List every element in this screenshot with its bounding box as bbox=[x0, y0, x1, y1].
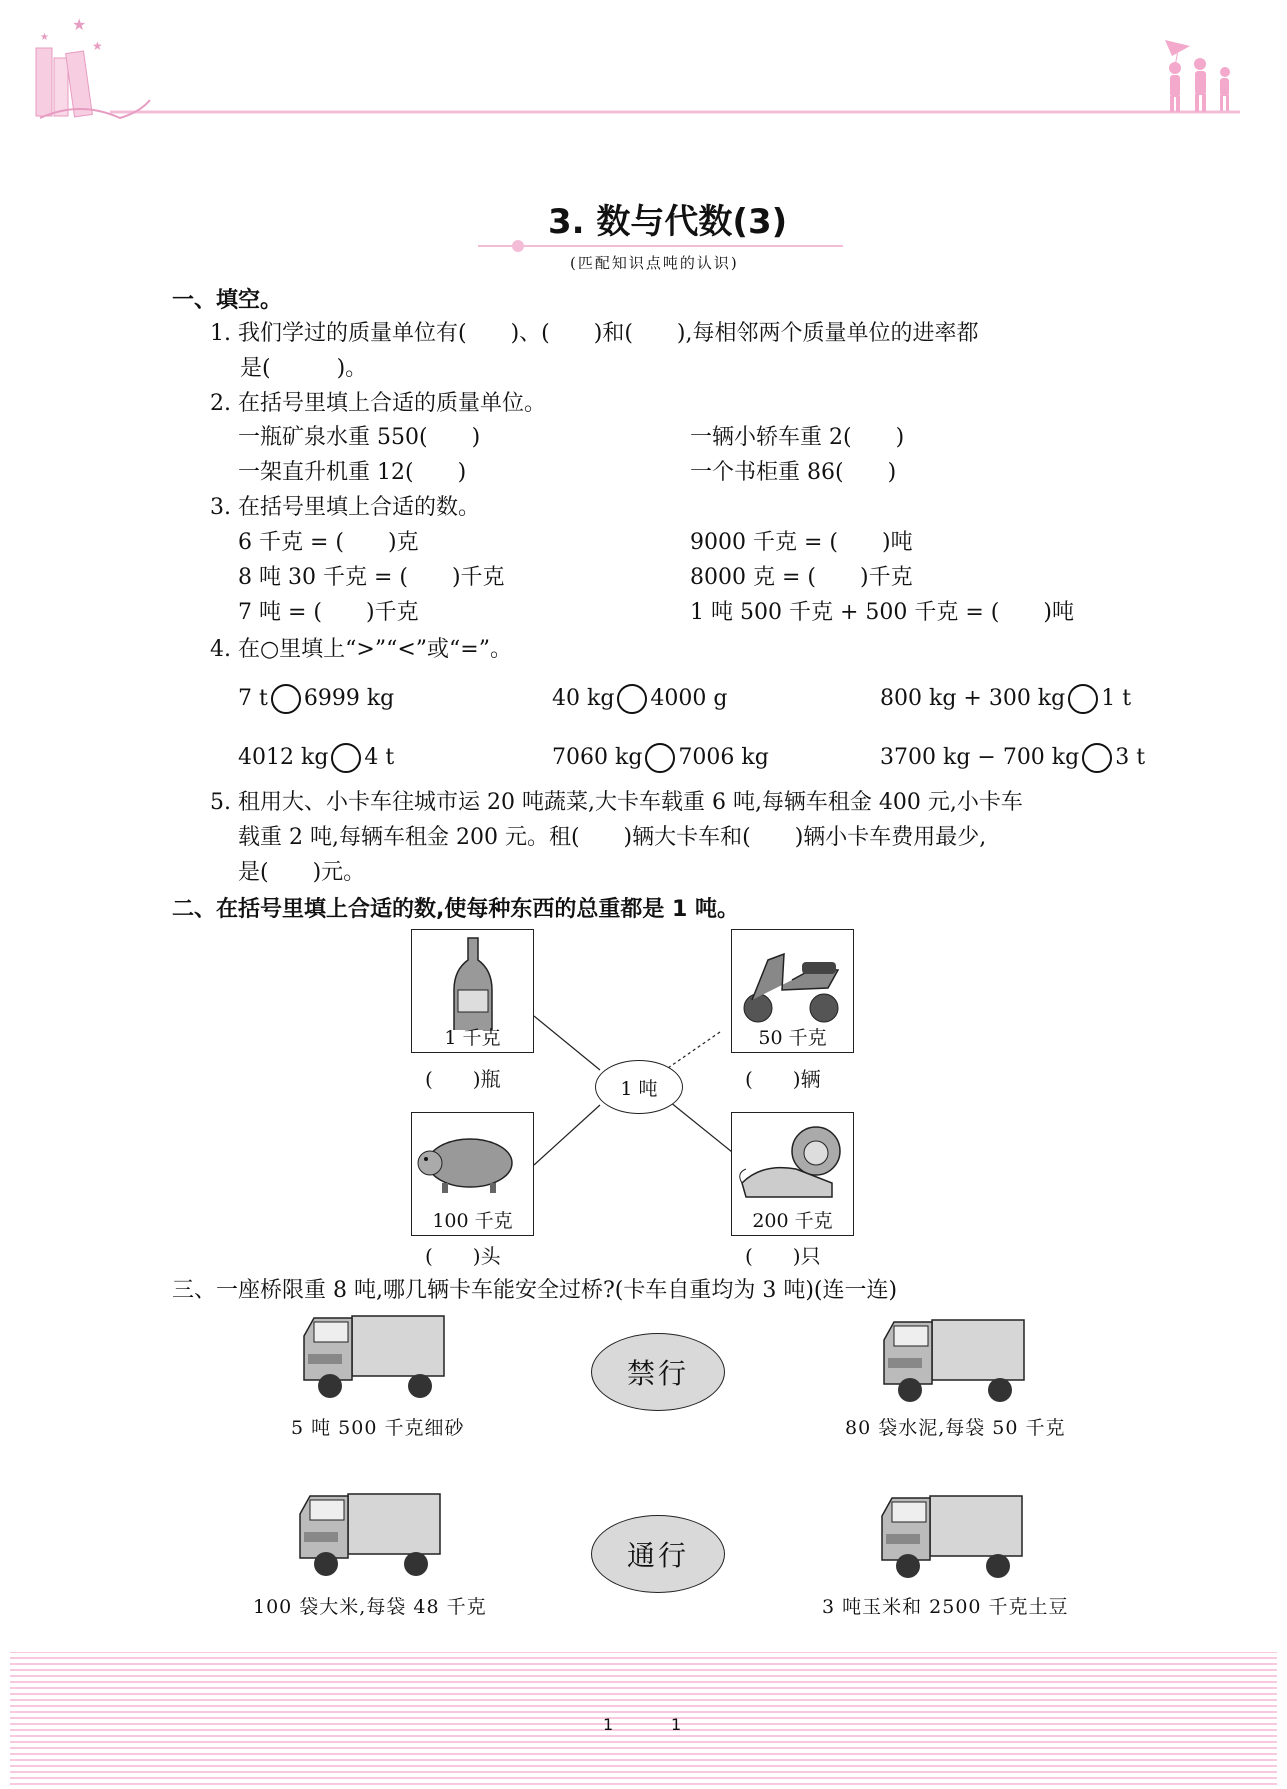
q3-item: 8 吨 30 千克 = ( )千克 bbox=[238, 565, 505, 590]
hog-weight: 100 千克 bbox=[432, 1210, 513, 1232]
q4-item: 7060 kg 7006 kg bbox=[552, 743, 769, 773]
q4-item: 4012 kg 4 t bbox=[238, 743, 394, 773]
part1-heading: 一、填空。 bbox=[172, 288, 283, 313]
scooter-card bbox=[731, 929, 854, 1053]
q2-title: 2. 在括号里填上合适的质量单位。 bbox=[210, 391, 546, 416]
q4-item: 40 kg 4000 g bbox=[552, 684, 727, 714]
q5-line3: 是( )元。 bbox=[238, 860, 366, 885]
q1-line2: 是( )。 bbox=[240, 356, 368, 381]
q4-title: 4. 在○里填上“>”“<”或“=”。 bbox=[210, 637, 512, 662]
q5-line1: 5. 租用大、小卡车往城市运 20 吨蔬菜,大卡车载重 6 吨,每辆车租金 400 元,小卡车 bbox=[210, 790, 1023, 815]
truck-icon[interactable] bbox=[878, 1492, 1028, 1582]
page-subtitle: (匹配知识点吨的认识) bbox=[570, 254, 739, 272]
lion-answer: ( )只 bbox=[745, 1244, 821, 1268]
hog-answer: ( )头 bbox=[425, 1244, 501, 1268]
q3-title: 3. 在括号里填上合适的数。 bbox=[210, 495, 480, 520]
bottle-card bbox=[411, 929, 534, 1053]
truck-caption: 100 袋大米,每袋 48 千克 bbox=[253, 1596, 487, 1618]
scooter-weight: 50 千克 bbox=[758, 1027, 827, 1049]
svg-text:★: ★ bbox=[72, 15, 87, 34]
hog-card bbox=[411, 1112, 534, 1236]
bottle-icon bbox=[412, 930, 533, 1030]
bottle-answer: ( )瓶 bbox=[425, 1067, 501, 1091]
forbid-oval[interactable]: 禁行 bbox=[591, 1333, 725, 1411]
page-title: 3. 数与代数(3) bbox=[548, 202, 788, 242]
bottle-weight: 1 千克 bbox=[444, 1027, 501, 1049]
q3-item: 1 吨 500 千克 + 500 千克 = ( )吨 bbox=[690, 600, 1074, 625]
q4-item: 7 t 6999 kg bbox=[238, 684, 394, 714]
q2-item: 一瓶矿泉水重 550( ) bbox=[238, 425, 481, 450]
q1-line1: 1. 我们学过的质量单位有( )、( )和( ),每相邻两个质量单位的进率都 bbox=[210, 321, 979, 346]
lion-card bbox=[731, 1112, 854, 1236]
lion-weight: 200 千克 bbox=[752, 1210, 833, 1232]
truck-icon[interactable] bbox=[880, 1316, 1030, 1406]
part2-heading: 二、在括号里填上合适的数,使每种东西的总重都是 1 吨。 bbox=[172, 897, 739, 922]
page-number-left: 1 bbox=[603, 1715, 614, 1734]
footer-band bbox=[10, 1652, 1277, 1789]
truck-icon[interactable] bbox=[296, 1490, 446, 1580]
q4-item: 3700 kg − 700 kg 3 t bbox=[880, 743, 1145, 773]
q3-item: 7 吨 = ( )千克 bbox=[238, 600, 419, 625]
q3-item: 8000 克 = ( )千克 bbox=[690, 565, 913, 590]
q4-item: 800 kg + 300 kg 1 t bbox=[880, 684, 1131, 714]
scooter-answer: ( )辆 bbox=[745, 1067, 821, 1091]
part3-heading: 三、一座桥限重 8 吨,哪几辆卡车能安全过桥?(卡车自重均为 3 吨)(连一连) bbox=[172, 1278, 898, 1303]
truck-caption: 80 袋水泥,每袋 50 千克 bbox=[845, 1417, 1066, 1439]
center-oval: 1 吨 bbox=[595, 1060, 683, 1114]
page-number-right: 1 bbox=[671, 1715, 682, 1734]
svg-text:★: ★ bbox=[40, 32, 49, 43]
q2-item: 一架直升机重 12( ) bbox=[238, 460, 467, 485]
svg-text:★: ★ bbox=[92, 39, 103, 53]
truck-icon[interactable] bbox=[300, 1312, 450, 1402]
truck-caption: 3 吨玉米和 2500 千克土豆 bbox=[822, 1596, 1069, 1618]
q3-item: 6 千克 = ( )克 bbox=[238, 530, 419, 555]
hog-icon bbox=[412, 1113, 533, 1213]
truck-caption: 5 吨 500 千克细砂 bbox=[291, 1417, 465, 1439]
q5-line2: 载重 2 吨,每辆车租金 200 元。租( )辆大卡车和( )辆小卡车费用最少, bbox=[238, 825, 987, 850]
q2-item: 一辆小轿车重 2( ) bbox=[690, 425, 905, 450]
scooter-icon bbox=[732, 930, 853, 1030]
lion-icon bbox=[732, 1113, 853, 1213]
q2-item: 一个书柜重 86( ) bbox=[690, 460, 897, 485]
pass-oval[interactable]: 通行 bbox=[591, 1515, 725, 1593]
q3-item: 9000 千克 = ( )吨 bbox=[690, 530, 913, 555]
